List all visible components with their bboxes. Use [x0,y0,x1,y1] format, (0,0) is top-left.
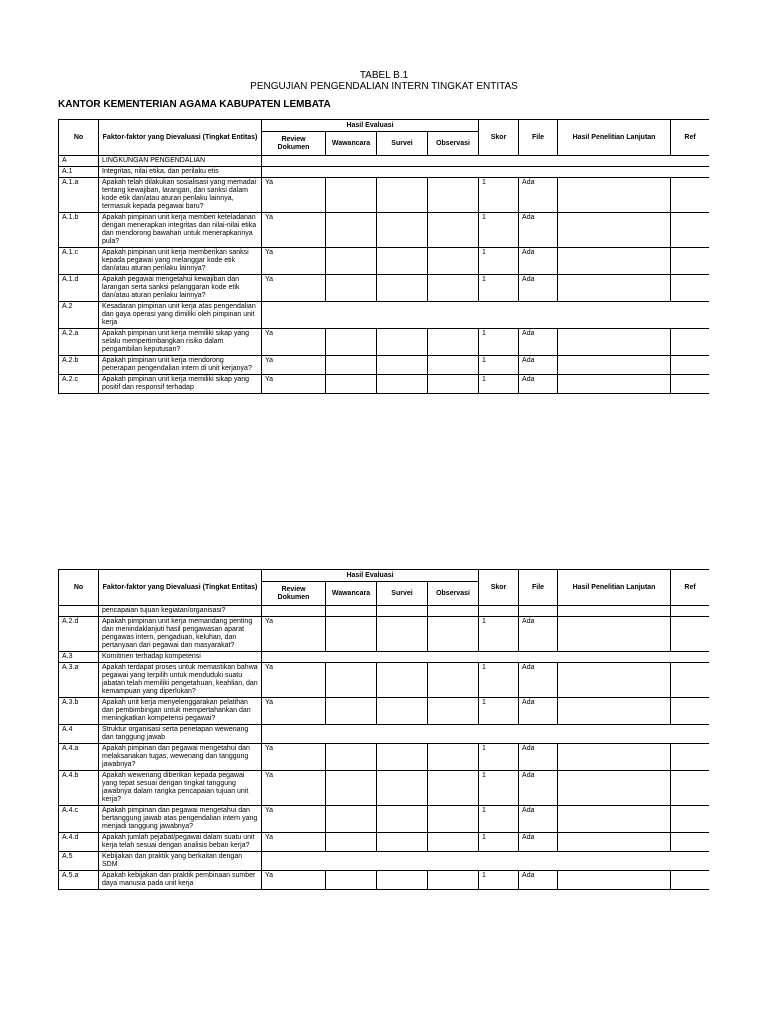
wawancara-value [326,178,377,213]
header-wawancara: Wawancara [326,582,377,606]
ref-value [671,375,709,394]
ref-value [671,617,709,652]
wawancara-value [326,329,377,356]
skor-value: 1 [479,663,519,698]
penelitian-value [558,356,671,375]
table-row [59,178,710,213]
ref-value [671,833,709,852]
row-description: LINGKUNGAN PENGENDALIAN [99,156,262,167]
survei-value [377,663,428,698]
survei-value [377,871,428,890]
table-row [59,771,710,806]
row-description: Apakah pegawai mengetahui kewajiban dan larangan serta sanksi pelanggaran kode etik dan/atau aturan perilaku lainnya? [99,275,262,302]
wawancara-value [326,248,377,275]
header-review-dokumen: Review Dokumen [262,132,326,156]
table-row [59,248,710,275]
survei-value [377,329,428,356]
survei-value [377,248,428,275]
header-wawancara: Wawancara [326,132,377,156]
observasi-value [428,356,479,375]
file-value: Ada [519,213,558,248]
penelitian-value [558,329,671,356]
empty-cell [558,606,671,617]
observasi-value [428,375,479,394]
penelitian-value [558,213,671,248]
table-row [59,871,710,890]
penelitian-value [558,178,671,213]
penelitian-value [558,806,671,833]
row-description: Apakah unit kerja menyelenggarakan pelatihan dan pembimbingan untuk mempertahankan dan meningkatkan kompetensi pegawai? [99,698,262,725]
row-description: Apakah pimpinan unit kerja memberi keteladanan dengan menerapkan integritas dan nilai-nilai etika dan mendorong bawahan untuk menerapkannya pula? [99,213,262,248]
ref-value [671,871,709,890]
header-no: No [59,570,99,606]
evaluation-table-1 [58,119,709,394]
header-survei: Survei [377,132,428,156]
ref-value [671,356,709,375]
header-hasil-evaluasi: Hasil Evaluasi [262,120,479,132]
row-number: A.2.a [59,329,99,356]
header-observasi: Observasi [428,132,479,156]
section-blank [262,156,710,167]
ref-value [671,698,709,725]
penelitian-value [558,663,671,698]
table-row [59,156,710,167]
row-number: A.1.b [59,213,99,248]
row-description: Apakah pimpinan dan pegawai mengetahui dan bertanggung jawab atas pengendalian intern yang menjadi tanggung jawabnya? [99,806,262,833]
survei-value [377,744,428,771]
row-description: Apakah pimpinan unit kerja memandang penting dan menindaklanjuti hasil pengawasan aparat pengawas intern, pengaduan, keluhan, dan pertanyaan dari pegawai dan masyarakat? [99,617,262,652]
table-row [59,744,710,771]
file-value: Ada [519,744,558,771]
row-description: Komitmen terhadap kompetensi [99,652,262,663]
ref-value [671,663,709,698]
row-description: Kesadaran pimpinan unit kerja atas pengendalian dan gaya operasi yang dimiliki oleh pimpinan unit kerja [99,302,262,329]
penelitian-value [558,744,671,771]
file-value: Ada [519,771,558,806]
survei-value [377,178,428,213]
survei-value [377,617,428,652]
row-description: Apakah terdapat proses untuk memastikan bahwa pegawai yang terpilih untuk menduduki suatu jabatan telah memiliki pengetahuan, keahlian, dan kemampuan yang diperlukan? [99,663,262,698]
review-value: Ya [262,275,326,302]
row-description: Struktur organisasi serta penetapan wewenang dan tanggung jawab [99,725,262,744]
header-observasi: Observasi [428,582,479,606]
observasi-value [428,663,479,698]
row-number: A.3.b [59,698,99,725]
penelitian-value [558,275,671,302]
office-name: KANTOR KEMENTERIAN AGAMA KABUPATEN LEMBATA [58,99,331,110]
ref-value [671,248,709,275]
survei-value [377,833,428,852]
header-ref: Ref [671,570,709,606]
penelitian-value [558,771,671,806]
table-row [59,617,710,652]
row-number: A.3 [59,652,99,663]
file-value: Ada [519,356,558,375]
row-number: A.1.a [59,178,99,213]
empty-cell [428,606,479,617]
row-number [59,606,99,617]
table-row [59,852,710,871]
table-section-1 [58,119,709,518]
survei-value [377,698,428,725]
ref-value [671,213,709,248]
ref-value [671,275,709,302]
skor-value: 1 [479,771,519,806]
row-number: A.2.b [59,356,99,375]
row-description: Kebijakan dan praktik yang berkaitan dengan SDM [99,852,262,871]
header-review-dokumen: Review Dokumen [262,582,326,606]
header-file: File [519,120,558,156]
survei-value [377,213,428,248]
review-value: Ya [262,248,326,275]
ref-value [671,178,709,213]
row-number: A.2.c [59,375,99,394]
skor-value: 1 [479,375,519,394]
table-row [59,833,710,852]
row-number: A.1 [59,167,99,178]
penelitian-value [558,375,671,394]
empty-cell [479,606,519,617]
skor-value: 1 [479,356,519,375]
penelitian-value [558,871,671,890]
review-value: Ya [262,698,326,725]
empty-cell [671,606,709,617]
wawancara-value [326,833,377,852]
review-value: Ya [262,213,326,248]
skor-value: 1 [479,178,519,213]
skor-value: 1 [479,833,519,852]
observasi-value [428,329,479,356]
table-section-2 [58,569,709,1024]
review-value: Ya [262,744,326,771]
table-row [59,375,710,394]
wawancara-value [326,806,377,833]
file-value: Ada [519,375,558,394]
row-description: Apakah pimpinan unit kerja memiliki sikap yang positif dan responsif terhadap [99,375,262,394]
table-title: PENGUJIAN PENGENDALIAN INTERN TINGKAT ENTITAS [250,81,518,92]
header-hasil-penelitian: Hasil Penelitian Lanjutan [558,570,671,606]
header-ref: Ref [671,120,709,156]
file-value: Ada [519,248,558,275]
skor-value: 1 [479,248,519,275]
row-description: pencapaian tujuan kegiatan/organisasi? [99,606,262,617]
header-hasil-evaluasi: Hasil Evaluasi [262,570,479,582]
section-blank [262,725,710,744]
skor-value: 1 [479,617,519,652]
section-blank [262,167,710,178]
row-description: Apakah jumlah pejabat/pegawai dalam suatu unit kerja telah sesuai dengan analisis beban kerja? [99,833,262,852]
review-value: Ya [262,356,326,375]
wawancara-value [326,617,377,652]
observasi-value [428,248,479,275]
row-number: A.4.b [59,771,99,806]
table-row [59,606,710,617]
file-value: Ada [519,617,558,652]
header-no: No [59,120,99,156]
skor-value: 1 [479,213,519,248]
observasi-value [428,833,479,852]
file-value: Ada [519,871,558,890]
file-value: Ada [519,663,558,698]
wawancara-value [326,744,377,771]
review-value: Ya [262,771,326,806]
ref-value [671,744,709,771]
wawancara-value [326,771,377,806]
survei-value [377,356,428,375]
table-row [59,329,710,356]
penelitian-value [558,248,671,275]
table-row [59,652,710,663]
file-value: Ada [519,833,558,852]
observasi-value [428,178,479,213]
review-value: Ya [262,178,326,213]
row-description: Apakah wewenang diberikan kepada pegawai yang tepat sesuai dengan tingkat tanggung jawabnya dalam rangka pencapaian tujuan unit kerja? [99,771,262,806]
file-value: Ada [519,329,558,356]
table-row [59,167,710,178]
file-value: Ada [519,275,558,302]
row-number: A.1.c [59,248,99,275]
review-value: Ya [262,375,326,394]
row-number: A [59,156,99,167]
header-faktor: Faktor-faktor yang Dievaluasi (Tingkat Entitas) [99,570,262,606]
observasi-value [428,806,479,833]
skor-value: 1 [479,871,519,890]
section-blank [262,302,710,329]
review-value: Ya [262,329,326,356]
survei-value [377,771,428,806]
skor-value: 1 [479,275,519,302]
row-number: A.4.d [59,833,99,852]
wawancara-value [326,356,377,375]
row-description: Apakah pimpinan dan pegawai mengetahui dan melaksanakan tugas, wewenang dan tanggung jawabnya? [99,744,262,771]
row-number: A.1.d [59,275,99,302]
observasi-value [428,698,479,725]
row-number: A.2.d [59,617,99,652]
observasi-value [428,871,479,890]
observasi-value [428,617,479,652]
wawancara-value [326,275,377,302]
wawancara-value [326,663,377,698]
file-value: Ada [519,806,558,833]
table-row [59,356,710,375]
header-survei: Survei [377,582,428,606]
file-value: Ada [519,698,558,725]
row-number: A.3.a [59,663,99,698]
ref-value [671,771,709,806]
row-number: A.4.a [59,744,99,771]
table-row [59,698,710,725]
review-value: Ya [262,617,326,652]
survei-value [377,806,428,833]
row-description: Apakah pimpinan unit kerja memiliki sikap yang selalu mempertimbangkan risiko dalam pengambilan keputusan? [99,329,262,356]
penelitian-value [558,617,671,652]
table-row [59,213,710,248]
penelitian-value [558,698,671,725]
survei-value [377,375,428,394]
header-file: File [519,570,558,606]
observasi-value [428,744,479,771]
skor-value: 1 [479,329,519,356]
row-number: A.2 [59,302,99,329]
row-number: A.5 [59,852,99,871]
observasi-value [428,213,479,248]
empty-cell [262,606,326,617]
header-skor: Skor [479,120,519,156]
table-row [59,302,710,329]
row-description: Apakah telah dilakukan sosialisasi yang memadai tentang kewajiban, larangan, dan sanksi dalam kode etik dan/atau aturan perilaku lainnya, termasuk kepada pegawai baru? [99,178,262,213]
header-skor: Skor [479,570,519,606]
table-row [59,663,710,698]
review-value: Ya [262,806,326,833]
row-description: Apakah kebijakan dan praktik pembinaan sumber daya manusia pada unit kerja [99,871,262,890]
wawancara-value [326,698,377,725]
table-row [59,725,710,744]
empty-cell [377,606,428,617]
row-description: Apakah pimpinan unit kerja mendorong penerapan pengendalian intern di unit kerjanya? [99,356,262,375]
table-number-title: TABEL B.1 [359,70,409,81]
empty-cell [519,606,558,617]
wawancara-value [326,213,377,248]
review-value: Ya [262,663,326,698]
observasi-value [428,771,479,806]
ref-value [671,806,709,833]
review-value: Ya [262,833,326,852]
skor-value: 1 [479,806,519,833]
wawancara-value [326,375,377,394]
section-blank [262,852,710,871]
section-blank [262,652,710,663]
skor-value: 1 [479,744,519,771]
ref-value [671,329,709,356]
row-description: Integritas, nilai etika, dan perilaku etis [99,167,262,178]
observasi-value [428,275,479,302]
survei-value [377,275,428,302]
evaluation-table-2 [58,569,709,890]
header-faktor: Faktor-faktor yang Dievaluasi (Tingkat Entitas) [99,120,262,156]
skor-value: 1 [479,698,519,725]
review-value: Ya [262,871,326,890]
header-hasil-penelitian: Hasil Penelitian Lanjutan [558,120,671,156]
row-description: Apakah pimpinan unit kerja memberikan sanksi kepada pegawai yang melanggar kode etik dan/atau aturan perilaku lainnya? [99,248,262,275]
row-number: A.4 [59,725,99,744]
table-row [59,806,710,833]
row-number: A.5.a [59,871,99,890]
row-number: A.4.c [59,806,99,833]
empty-cell [326,606,377,617]
file-value: Ada [519,178,558,213]
table-row [59,275,710,302]
penelitian-value [558,833,671,852]
wawancara-value [326,871,377,890]
